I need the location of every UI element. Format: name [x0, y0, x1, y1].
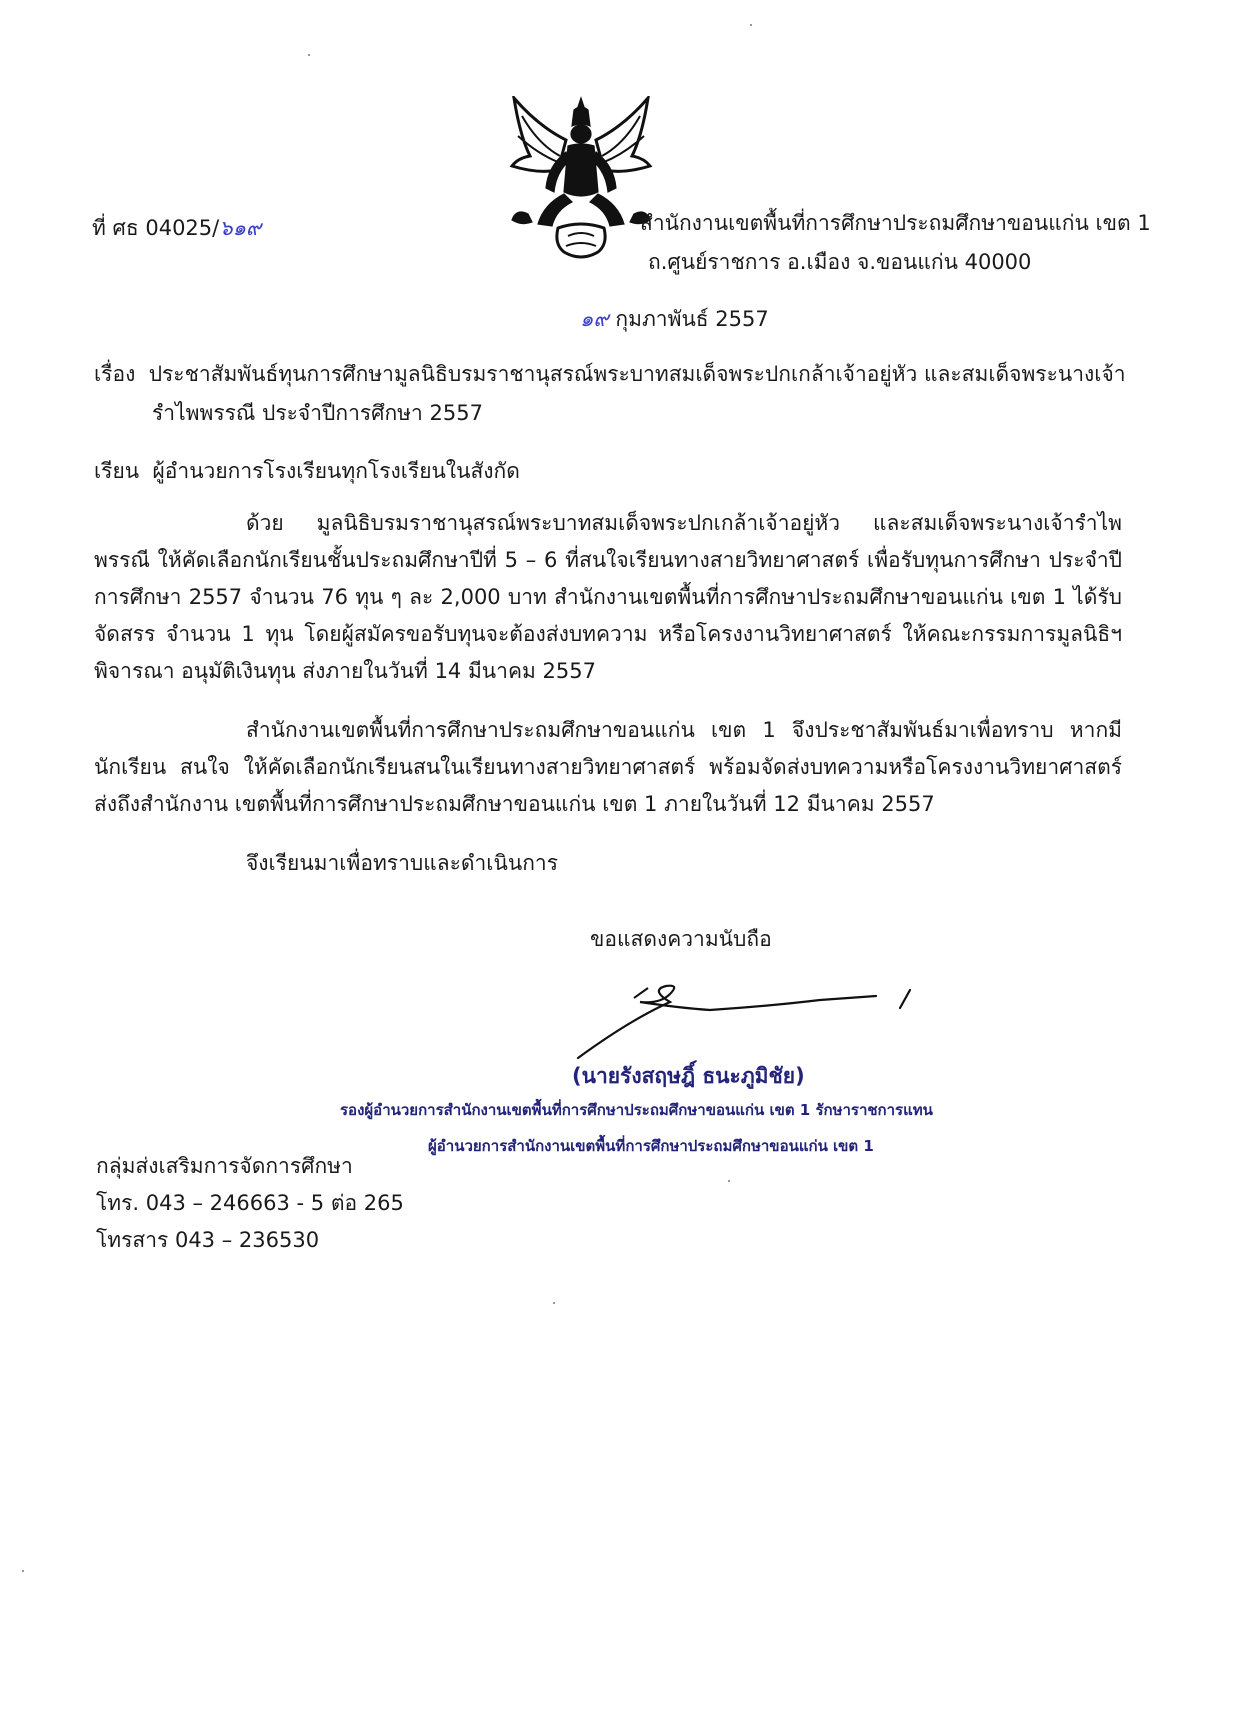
- signer-title-2: ผู้อำนวยการสำนักงานเขตพื้นที่การศึกษาประถมศึกษาขอนแก่น เขต 1: [428, 1137, 874, 1155]
- subject: [94, 359, 1126, 389]
- recipient: [94, 456, 520, 486]
- body-paragraph-1: ด้วย มูลนิธิบรมราชานุสรณ์พระบาทสมเด็จพระปกเกล้าเจ้าอยู่หัว และสมเด็จพระนางเจ้ารำไพพรรณี ให้คัดเลือกนักเรียนชั้นประถมศึกษาปีที่ 5 – 6 ที่สนใจเรียนทางสายวิทยาศาสตร์ เพื่อรับทุนการศึกษา ประจำปีการศึกษา 2557 จำนวน 76 ทุน ๆ ละ 2,000 บาท สำนักงานเขตพื้นที่การศึกษาประถมศึกษาขอนแก่น เขต 1 ได้รับจัดสรร จำนวน 1 ทุน โดยผู้สมัครขอรับทุนจะต้องส่งบทความ หรือโครงงานวิทยาศาสตร์ ให้คณะกรรมการมูลนิธิฯ พิจารณา อนุมัติเงินทุน ส่งภายในวันที่ 14 มีนาคม 2557: [94, 511, 1122, 683]
- to-text: ผู้อำนวยการโรงเรียนทุกโรงเรียนในสังกัด: [152, 459, 520, 483]
- garuda-emblem-icon: [508, 96, 654, 264]
- date-handwritten: ๑๙: [580, 307, 609, 331]
- reference-handwritten: ๖๑๙: [219, 216, 262, 240]
- scan-speck: [750, 24, 752, 26]
- scan-speck: [728, 1180, 730, 1182]
- phone: โทร. 043 – 246663 - 5 ต่อ 265: [96, 1191, 404, 1215]
- fax: โทรสาร 043 – 236530: [96, 1228, 320, 1252]
- signer-name: (นายรังสฤษฎิ์ ธนะภูมิชัย): [572, 1064, 805, 1088]
- body-paragraph-2: สำนักงานเขตพื้นที่การศึกษาประถมศึกษาขอนแก่น เขต 1 จึงประชาสัมพันธ์มาเพื่อทราบ หากมีนักเรียน สนใจ ให้คัดเลือกนักเรียนสนในเรียนทางสายวิทยาศาสตร์ พร้อมจัดส่งบทความหรือโครงงานวิทยาศาสตร์ ส่งถึงสำนักงาน เขตพื้นที่การศึกษาประถมศึกษาขอนแก่น เขต 1 ภายในวันที่ 12 มีนาคม 2557: [94, 718, 1122, 816]
- closing: ขอแสดงความนับถือ: [590, 927, 772, 951]
- closing-request: จึงเรียนมาเพื่อทราบและดำเนินการ: [246, 851, 558, 875]
- reference-number: [92, 213, 261, 243]
- letter-date: [580, 304, 769, 334]
- reference-prefix: ที่ ศธ 04025/: [92, 216, 220, 240]
- signer-title-1: รองผู้อำนวยการสำนักงานเขตพื้นที่การศึกษาประถมศึกษาขอนแก่น เขต 1 รักษาราชการแทน: [340, 1101, 933, 1119]
- to-label: เรียน: [94, 459, 140, 483]
- subject-line1: ประชาสัมพันธ์ทุนการศึกษามูลนิธิบรมราชานุสรณ์พระบาทสมเด็จพระปกเกล้าเจ้าอยู่หัว และสมเด็จพระนางเจ้า: [148, 362, 1126, 386]
- sender-office: สำนักงานเขตพื้นที่การศึกษาประถมศึกษาขอนแก่น เขต 1: [640, 211, 1151, 235]
- scan-speck: [308, 54, 310, 56]
- subject-label: เรื่อง: [94, 362, 136, 386]
- handwritten-signature: [570, 980, 920, 1060]
- scan-speck: [553, 1302, 555, 1304]
- scan-speck: [22, 1570, 24, 1572]
- sender-address: ถ.ศูนย์ราชการ อ.เมือง จ.ขอนแก่น 40000: [648, 250, 1032, 274]
- department: กลุ่มส่งเสริมการจัดการศึกษา: [96, 1154, 353, 1178]
- date-printed: กุมภาพันธ์ 2557: [615, 307, 769, 331]
- subject-line2: รำไพพรรณี ประจำปีการศึกษา 2557: [152, 401, 483, 425]
